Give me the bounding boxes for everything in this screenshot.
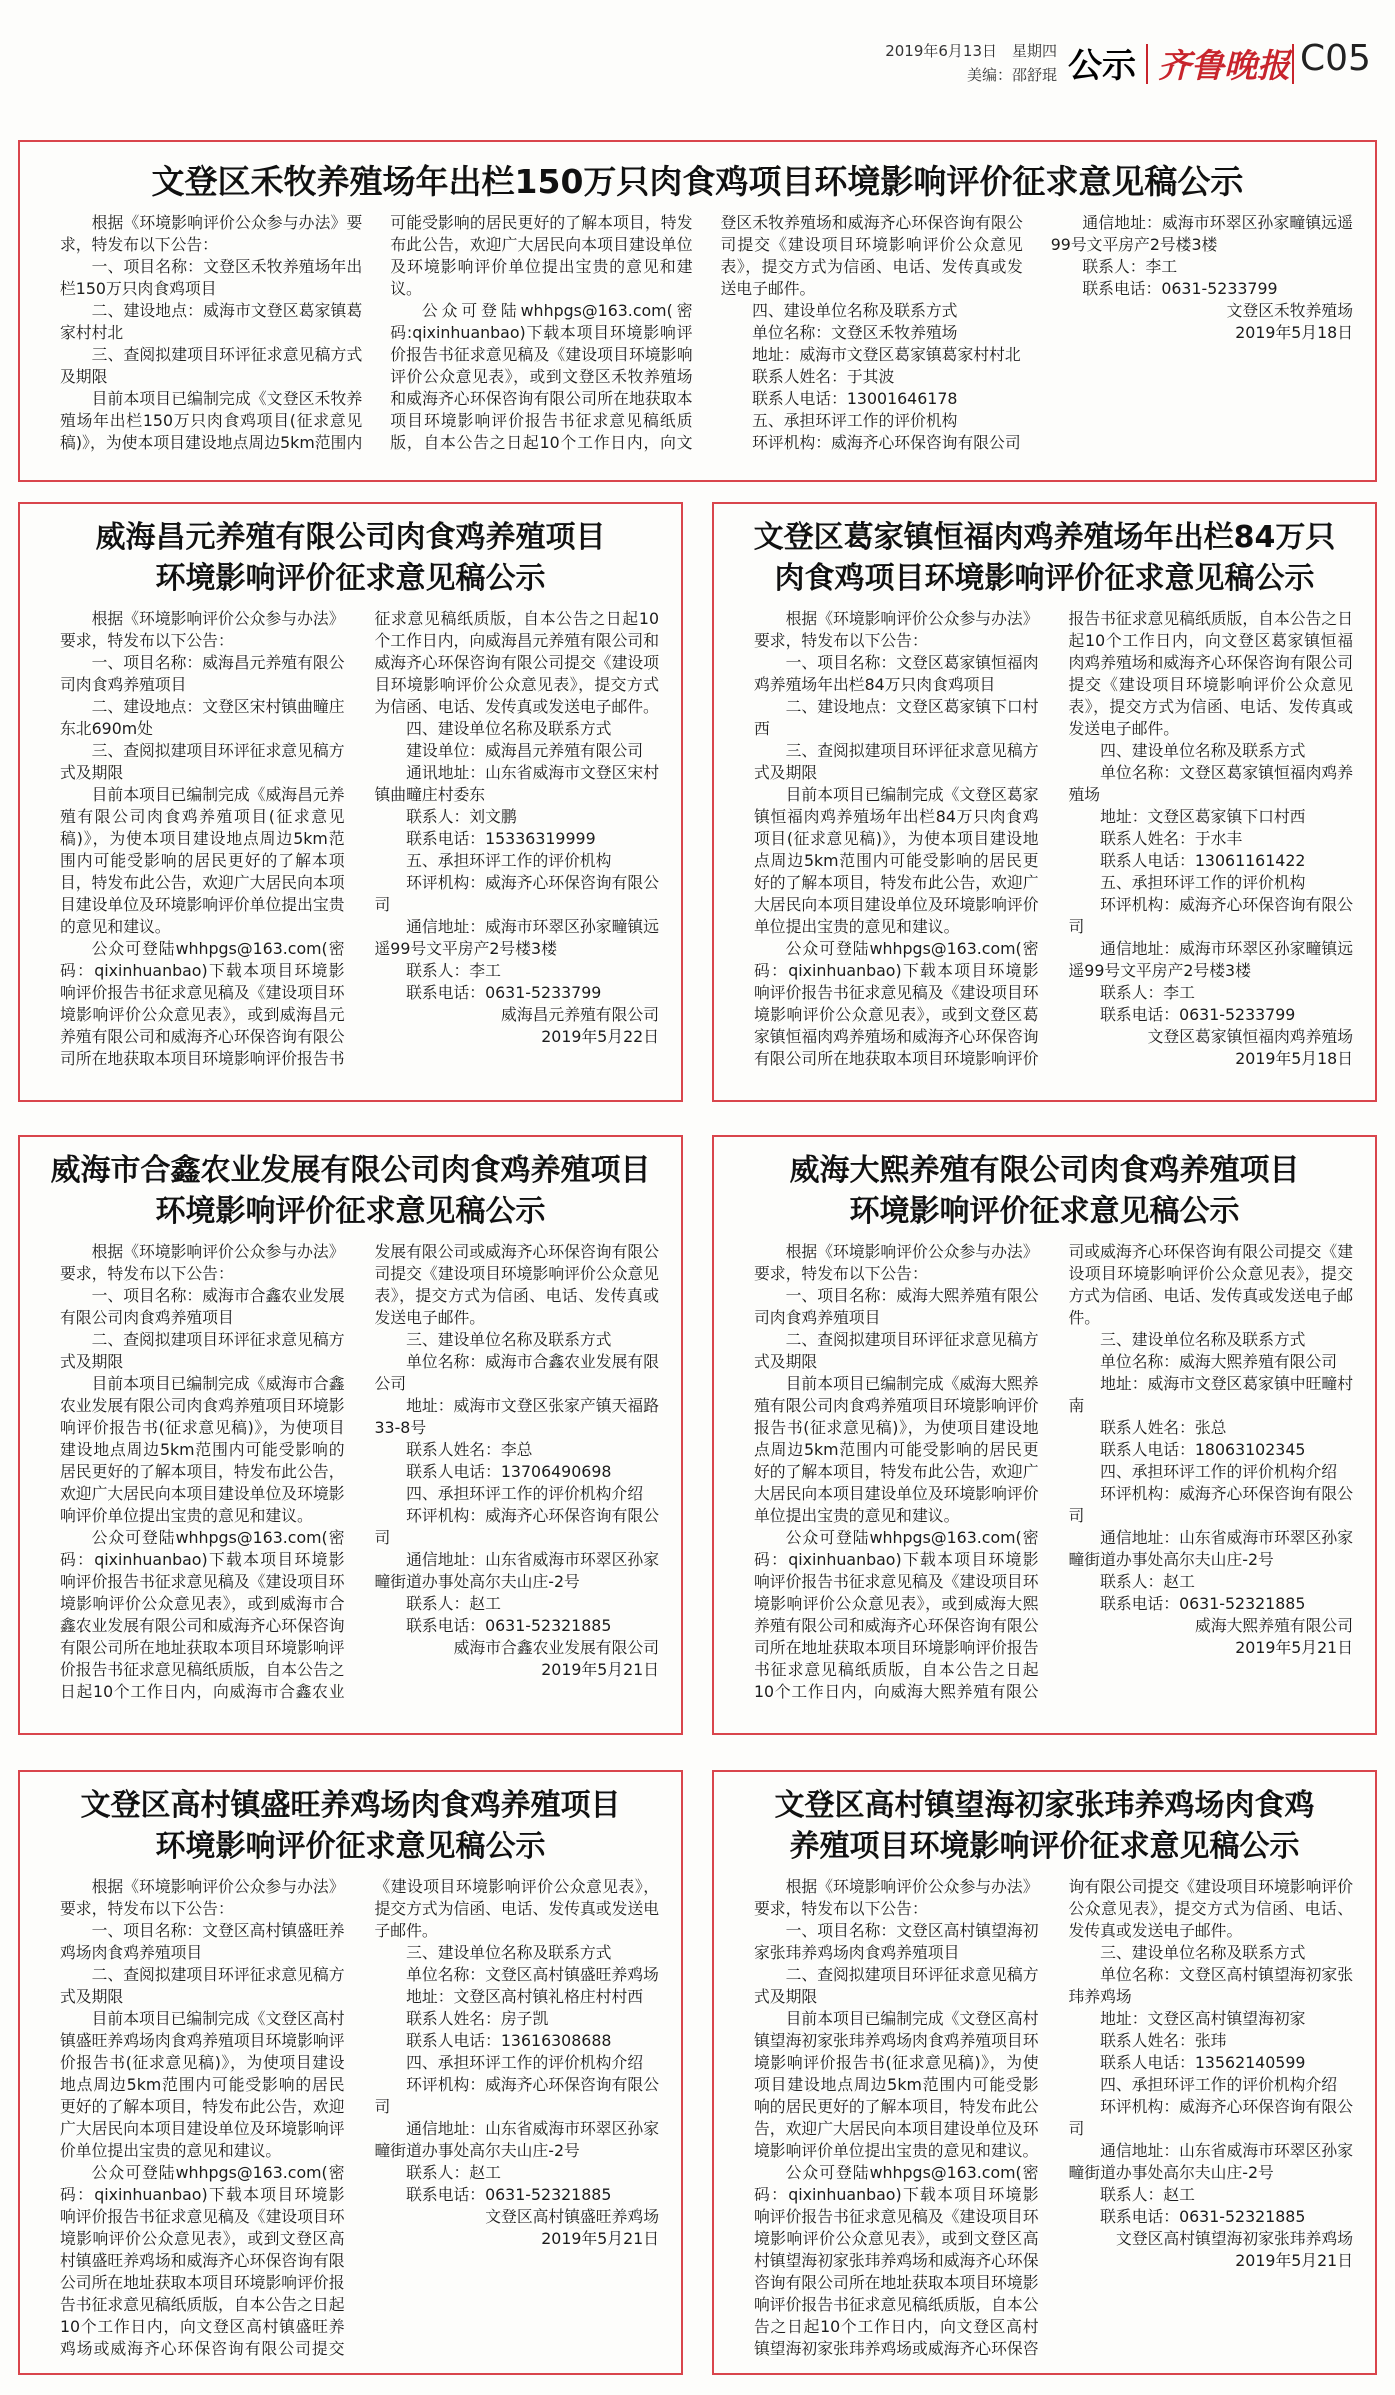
notice-paragraph: 联系人：赵工 — [406, 1594, 501, 1613]
notice-title-line: 环境影响评价征求意见稿公示 — [155, 560, 546, 596]
notice-title — [714, 504, 1375, 605]
header-divider — [1146, 44, 1148, 84]
notice-paragraph: 通信地址：山东省威海市环翠区孙家疃街道办事处高尔夫山庄-2号 — [374, 2119, 659, 2160]
notice-paragraph: 联系电话：0631-5233799 — [406, 983, 602, 1002]
notice-signature: 文登区葛家镇恒福肉鸡养殖场 — [1147, 1027, 1353, 1046]
notice-paragraph: 四、承担环评工作的评价机构介绍 — [406, 1484, 644, 1503]
notice-paragraph: 二、查阅拟建项目环评征求意见稿方式及期限 — [60, 1965, 345, 2006]
notice-paragraph: 一、项目名称：威海大熙养殖有限公司肉食鸡养殖项目 — [754, 1286, 1039, 1327]
notice-paragraph: 二、查阅拟建项目环评征求意见稿方式及期限 — [754, 1965, 1039, 2006]
notice-3 — [18, 1135, 683, 1735]
notice-paragraph: 环评机构：威海齐心环保咨询有限公司 — [374, 2075, 659, 2116]
notice-body — [60, 1876, 659, 2363]
notice-paragraph: 联系人电话：13061161422 — [1100, 851, 1306, 870]
notice-6 — [712, 1770, 1377, 2375]
notice-paragraph: 二、建设地点：文登区宋村镇曲疃庄东北690m处 — [60, 697, 345, 738]
notice-paragraph: 联系人：赵工 — [1100, 2185, 1195, 2204]
notice-date: 2019年5月18日 — [1235, 1049, 1353, 1068]
notice-paragraph: 通信地址：威海市环翠区孙家疃镇远遥99号文平房产2号楼3楼 — [1050, 213, 1353, 254]
notice-paragraph: 联系人电话：18063102345 — [1100, 1440, 1306, 1459]
notice-paragraph: 联系人姓名：房子凯 — [406, 2009, 549, 2028]
notice-paragraph: 通信地址：山东省威海市环翠区孙家疃街道办事处高尔夫山庄-2号 — [374, 1550, 659, 1591]
notice-date: 2019年5月21日 — [1235, 1638, 1353, 1657]
notice-paragraph: 目前本项目已编制完成《威海昌元养殖有限公司肉食鸡养殖项目(征求意见稿)》，为使本项目建设地点周边5km范围内可能受影响的居民更好的了解本项目，特发布此公告，欢迎广大居民向本项目建设单位及环境影响评价单位提出宝贵的意见和建议。 — [60, 785, 345, 936]
notice-1 — [18, 502, 683, 1102]
editor-credit: 美编：邵舒琨 — [966, 66, 1057, 84]
notice-body — [60, 212, 1353, 470]
notice-title — [20, 142, 1375, 215]
notice-paragraph: 四、建设单位名称及联系方式 — [406, 719, 612, 738]
notice-title-line: 环境影响评价征求意见稿公示 — [155, 1193, 546, 1229]
notice-paragraph: 联系人姓名：张玮 — [1100, 2031, 1227, 2050]
notice-paragraph: 联系人：刘文鹏 — [406, 807, 517, 826]
notice-paragraph: 三、建设单位名称及联系方式 — [1100, 1943, 1306, 1962]
notice-paragraph: 通信地址：威海市环翠区孙家疃镇远遥99号文平房产2号楼3楼 — [1068, 939, 1353, 980]
notice-paragraph: 单位名称：文登区葛家镇恒福肉鸡养殖场 — [1068, 763, 1353, 804]
notice-paragraph: 环评机构：威海齐心环保咨询有限公司 — [1068, 1484, 1353, 1525]
notice-body — [754, 1876, 1353, 2363]
notice-paragraph: 四、承担环评工作的评价机构介绍 — [1100, 2075, 1338, 2094]
notice-paragraph: 环评机构：威海齐心环保咨询有限公司 — [1068, 2097, 1353, 2138]
notice-paragraph: 联系人电话：13616308688 — [406, 2031, 612, 2050]
notice-paragraph: 一、项目名称：文登区葛家镇恒福肉鸡养殖场年出栏84万只肉食鸡项目 — [754, 653, 1039, 694]
notice-4 — [712, 1135, 1377, 1735]
notice-5 — [18, 1770, 683, 2375]
notice-paragraph: 通信地址：山东省威海市环翠区孙家疃街道办事处高尔夫山庄-2号 — [1068, 2141, 1353, 2182]
notice-paragraph: 目前本项目已编制完成《文登区高村镇望海初家张玮养鸡场肉食鸡养殖项目环境影响评价报告书(征求意见稿)》，为使项目建设地点周边5km范围内可能受影响的居民更好的了解本项目，特发布此公告，欢迎广大居民向本项目建设单位及环境影响评价单位提出宝贵的意见和建议。 — [754, 2009, 1039, 2160]
notice-paragraph: 目前本项目已编制完成《文登区禾牧养殖场年出栏150万只肉食鸡项目(征求意见稿)》，为使本项目建设地点周边5km范围内可能受影响的居民更好的了解本项目，特发布此公告，欢迎广大居民向本项目建设单位及环境影响评价单位提出宝贵的意见和建议。 — [60, 213, 693, 452]
notice-paragraph: 建设单位：威海昌元养殖有限公司 — [406, 741, 644, 760]
notice-paragraph: 联系电话：0631-52321885 — [406, 1616, 612, 1635]
notice-paragraph: 一、项目名称：文登区禾牧养殖场年出栏150万只肉食鸡项目 — [60, 257, 363, 298]
notice-title-line: 文登区高村镇望海初家张玮养鸡场肉食鸡 — [774, 1788, 1315, 1823]
notice-paragraph: 根据《环境影响评价公众参与办法》要求，特发布以下公告： — [60, 213, 363, 254]
notice-paragraph: 根据《环境影响评价公众参与办法》要求，特发布以下公告： — [60, 1877, 345, 1918]
notice-paragraph: 联系电话：0631-52321885 — [1100, 1594, 1306, 1613]
notice-paragraph: 四、建设单位名称及联系方式 — [1100, 741, 1306, 760]
notice-paragraph: 根据《环境影响评价公众参与办法》要求，特发布以下公告： — [754, 1877, 1039, 1918]
notice-signature: 文登区禾牧养殖场 — [1226, 301, 1353, 320]
notice-paragraph: 五、承担环评工作的评价机构 — [752, 411, 958, 430]
notice-paragraph: 根据《环境影响评价公众参与办法》要求，特发布以下公告： — [754, 1242, 1039, 1283]
notice-paragraph: 联系人姓名：于其波 — [752, 367, 895, 386]
notice-title-line: 养殖项目环境影响评价征求意见稿公示 — [789, 1828, 1300, 1864]
notice-0 — [18, 140, 1377, 482]
notice-paragraph: 单位名称：威海市合鑫农业发展有限公司 — [374, 1352, 659, 1393]
notice-paragraph: 通信地址：山东省威海市环翠区孙家疃街道办事处高尔夫山庄-2号 — [1068, 1528, 1353, 1569]
notice-paragraph: 单位名称：文登区高村镇望海初家张玮养鸡场 — [1068, 1965, 1353, 2006]
notice-title-line: 肉食鸡项目环境影响评价征求意见稿公示 — [774, 560, 1315, 596]
notice-paragraph: 环评机构：威海齐心环保咨询有限公司 — [752, 433, 1021, 452]
notice-signature: 威海大熙养殖有限公司 — [1195, 1616, 1353, 1635]
notice-paragraph: 二、建设地点：文登区葛家镇下口村西 — [754, 697, 1039, 738]
notice-paragraph: 地址：威海市文登区葛家镇中旺疃村南 — [1068, 1374, 1353, 1415]
notice-paragraph: 公众可登陆whhpgs@163.com(密码：qixinhuanbao)下载本项目环境影响评价报告书征求意见稿及《建设项目环境影响评价公众意见表》，或到文登区高村镇盛旺养鸡场和威海齐心环保咨询有限公司所在地址获取本项目环境影响评价报告书征求意见稿纸质版，自本公告之日起10个工作日内，向文登区高村镇盛旺养鸡场或威海齐心环保咨询有限公司提交《建设项目环境影响评价公众意见表》，提交方式为信函、电话、发传真或发送电子邮件。 — [60, 1877, 659, 2358]
section-name: 公示 — [1068, 46, 1136, 86]
notice-paragraph: 联系人：赵工 — [406, 2163, 501, 2182]
notice-paragraph: 三、查阅拟建项目环评征求意见稿方式及期限 — [60, 345, 363, 386]
notice-paragraph: 一、项目名称：威海昌元养殖有限公司肉食鸡养殖项目 — [60, 653, 345, 694]
notice-paragraph: 根据《环境影响评价公众参与办法》要求，特发布以下公告： — [754, 609, 1039, 650]
notice-title-line: 环境影响评价征求意见稿公示 — [849, 1193, 1240, 1229]
notice-paragraph: 联系人：赵工 — [1100, 1572, 1195, 1591]
newspaper-logo: 齐鲁晚报 — [1158, 46, 1290, 85]
notice-paragraph: 通讯地址：山东省威海市文登区宋村镇曲疃庄村委东 — [374, 763, 659, 804]
notice-body — [754, 608, 1353, 1090]
notice-paragraph: 地址：威海市文登区葛家镇葛家村村北 — [752, 345, 1021, 364]
notice-paragraph: 联系人：李工 — [406, 961, 501, 980]
notice-title — [714, 1137, 1375, 1238]
page-number: C05 — [1300, 38, 1371, 79]
notice-paragraph: 地址：威海市文登区张家产镇天福路33-8号 — [374, 1396, 659, 1437]
notice-paragraph: 二、查阅拟建项目环评征求意见稿方式及期限 — [754, 1330, 1039, 1371]
notice-paragraph: 地址：文登区葛家镇下口村西 — [1100, 807, 1306, 826]
notice-paragraph: 三、建设单位名称及联系方式 — [406, 1330, 612, 1349]
notice-paragraph: 公众可登陆whhpgs@163.com(密码：qixinhuanbao)下载本项目环境影响评价报告书征求意见稿及《建设项目环境影响评价公众意见表》，或到威海昌元养殖有限公司和威海齐心环保咨询有限公司所在地获取本项目环境影响评价报告书征求意见稿纸质版，自本公告之日起10个工作日内，向威海昌元养殖有限公司和威海齐心环保咨询有限公司提交《建设项目环境影响评价公众意见表》，提交方式为信函、电话、发传真或发送电子邮件。 — [60, 609, 659, 1068]
notice-paragraph: 目前本项目已编制完成《文登区高村镇盛旺养鸡场肉食鸡养殖项目环境影响评价报告书(征求意见稿)》，为使项目建设地点周边5km范围内可能受影响的居民更好的了解本项目，特发布此公告，欢迎广大居民向本项目建设单位及环境影响评价单位提出宝贵的意见和建议。 — [60, 2009, 345, 2160]
notice-paragraph: 三、查阅拟建项目环评征求意见稿方式及期限 — [754, 741, 1039, 782]
notice-date: 2019年5月22日 — [541, 1027, 659, 1046]
page-header — [0, 0, 1395, 110]
notice-paragraph: 三、查阅拟建项目环评征求意见稿方式及期限 — [60, 741, 345, 782]
notice-paragraph: 单位名称：文登区高村镇盛旺养鸡场 — [406, 1965, 659, 1984]
notice-paragraph: 根据《环境影响评价公众参与办法》要求，特发布以下公告： — [60, 609, 345, 650]
notice-2 — [712, 502, 1377, 1102]
notice-paragraph: 环评机构：威海齐心环保咨询有限公司 — [374, 1506, 659, 1547]
notice-signature: 威海市合鑫农业发展有限公司 — [453, 1638, 659, 1657]
notice-paragraph: 联系人电话：13001646178 — [752, 389, 958, 408]
notice-paragraph: 环评机构：威海齐心环保咨询有限公司 — [374, 873, 659, 914]
notice-paragraph: 二、查阅拟建项目环评征求意见稿方式及期限 — [60, 1330, 345, 1371]
notice-paragraph: 地址：文登区高村镇望海初家 — [1100, 2009, 1306, 2028]
notice-paragraph: 一、项目名称：威海市合鑫农业发展有限公司肉食鸡养殖项目 — [60, 1286, 345, 1327]
notice-paragraph: 联系人姓名：张总 — [1100, 1418, 1227, 1437]
notice-title — [714, 1772, 1375, 1873]
notice-paragraph: 公众可登陆whhpgs@163.com(密码:qixinhuanbao)下载本项目环境影响评价报告书征求意见稿及《建设项目环境影响评价公众意见表》，或到文登区禾牧养殖场和威海齐心环保咨询有限公司所在地获取本项目环境影响评价报告书征求意见稿纸质版，自本公告之日起10个工作日内，向文登区禾牧养殖场和威海齐心环保咨询有限公司提交《建设项目环境影响评价公众意见表》，提交方式为信函、电话、发传真或发送电子邮件。 — [390, 213, 1023, 452]
notice-signature: 文登区高村镇盛旺养鸡场 — [485, 2207, 659, 2226]
notice-title-line: 文登区葛家镇恒福肉鸡养殖场年出栏84万只 — [753, 520, 1336, 555]
notice-paragraph: 联系电话：0631-52321885 — [406, 2185, 612, 2204]
notice-paragraph: 三、建设单位名称及联系方式 — [406, 1943, 612, 1962]
notice-paragraph: 目前本项目已编制完成《文登区葛家镇恒福肉鸡养殖场年出栏84万只肉食鸡项目(征求意见稿)》，为使本项目建设地点周边5km范围内可能受影响的居民更好的了解本项目，特发布此公告，欢迎广大居民向本项目建设单位及环境影响评价单位提出宝贵的意见和建议。 — [754, 785, 1039, 936]
notice-paragraph: 单位名称：文登区禾牧养殖场 — [752, 323, 958, 342]
notice-title-line: 文登区高村镇盛旺养鸡场肉食鸡养殖项目 — [80, 1788, 621, 1823]
notice-paragraph: 公众可登陆whhpgs@163.com(密码：qixinhuanbao)下载本项目环境影响评价报告书征求意见稿及《建设项目环境影响评价公众意见表》，或到威海大熙养殖有限公司和威海齐心环保咨询有限公司所在地址获取本项目环境影响评价报告书征求意见稿纸质版，自本公告之日起10个工作日内，向威海大熙养殖有限公司或威海齐心环保咨询有限公司提交《建设项目环境影响评价公众意见表》，提交方式为信函、电话、发传真或发送电子邮件。 — [754, 1242, 1353, 1701]
notice-paragraph: 四、承担环评工作的评价机构介绍 — [406, 2053, 644, 2072]
notice-title-line: 威海市合鑫农业发展有限公司肉食鸡养殖项目 — [50, 1153, 651, 1188]
notice-paragraph: 四、建设单位名称及联系方式 — [752, 301, 958, 320]
notice-title-line: 文登区禾牧养殖场年出栏150万只肉食鸡项目环境影响评价征求意见稿公示 — [151, 162, 1244, 201]
notice-paragraph: 环评机构：威海齐心环保咨询有限公司 — [1068, 895, 1353, 936]
notice-title — [20, 1772, 681, 1873]
notice-paragraph: 根据《环境影响评价公众参与办法》要求，特发布以下公告： — [60, 1242, 345, 1283]
notice-body — [60, 608, 659, 1090]
notice-paragraph: 联系人：李工 — [1082, 257, 1178, 276]
notice-paragraph: 联系电话：0631-5233799 — [1082, 279, 1278, 298]
notice-paragraph: 联系电话：0631-5233799 — [1100, 1005, 1296, 1024]
notice-paragraph: 公众可登陆whhpgs@163.com(密码：qixinhuanbao)下载本项目环境影响评价报告书征求意见稿及《建设项目环境影响评价公众意见表》，或到威海市合鑫农业发展有限公司和威海齐心环保咨询有限公司所在地址获取本项目环境影响评价报告书征求意见稿纸质版，自本公告之日起10个工作日内，向威海市合鑫农业发展有限公司或威海齐心环保咨询有限公司提交《建设项目环境影响评价公众意见表》，提交方式为信函、电话、发传真或发送电子邮件。 — [60, 1242, 659, 1701]
notice-paragraph: 五、承担环评工作的评价机构 — [1100, 873, 1306, 892]
notice-paragraph: 联系人：李工 — [1100, 983, 1195, 1002]
notice-signature: 文登区高村镇望海初家张玮养鸡场 — [1116, 2229, 1353, 2248]
notice-paragraph: 单位名称：威海大熙养殖有限公司 — [1100, 1352, 1338, 1371]
notice-date: 2019年5月21日 — [1235, 2251, 1353, 2270]
notice-paragraph: 联系电话：0631-52321885 — [1100, 2207, 1306, 2226]
issue-date: 2019年6月13日 星期四 — [885, 42, 1057, 60]
notice-paragraph: 公众可登陆whhpgs@163.com(密码：qixinhuanbao)下载本项目环境影响评价报告书征求意见稿及《建设项目环境影响评价公众意见表》，或到文登区高村镇望海初家张玮养鸡场和威海齐心环保咨询有限公司所在地址获取本项目环境影响评价报告书征求意见稿纸质版，自本公告之日起10个工作日内，向文登区高村镇望海初家张玮养鸡场或威海齐心环保咨询有限公司提交《建设项目环境影响评价公众意见表》，提交方式为信函、电话、发传真或发送电子邮件。 — [754, 1877, 1353, 2358]
notice-date: 2019年5月21日 — [541, 2229, 659, 2248]
notice-body — [60, 1241, 659, 1723]
notice-paragraph: 联系人姓名：李总 — [406, 1440, 533, 1459]
notice-paragraph: 五、承担环评工作的评价机构 — [406, 851, 612, 870]
notice-paragraph: 三、建设单位名称及联系方式 — [1100, 1330, 1306, 1349]
notice-date: 2019年5月21日 — [541, 1660, 659, 1679]
notice-paragraph: 一、项目名称：文登区高村镇盛旺养鸡场肉食鸡养殖项目 — [60, 1921, 345, 1962]
notice-paragraph: 联系人电话：13706490698 — [406, 1462, 612, 1481]
notice-title-line: 威海大熙养殖有限公司肉食鸡养殖项目 — [789, 1153, 1300, 1188]
notice-paragraph: 二、建设地点：威海市文登区葛家镇葛家村村北 — [60, 301, 363, 342]
notice-signature: 威海昌元养殖有限公司 — [501, 1005, 659, 1024]
notice-body — [754, 1241, 1353, 1723]
notice-paragraph: 联系人电话：13562140599 — [1100, 2053, 1306, 2072]
notice-paragraph: 联系电话：15336319999 — [406, 829, 596, 848]
notice-title — [20, 1137, 681, 1238]
notice-paragraph: 联系人姓名：于水丰 — [1100, 829, 1243, 848]
notice-paragraph: 公众可登陆whhpgs@163.com(密码：qixinhuanbao)下载本项目环境影响评价报告书征求意见稿及《建设项目环境影响评价公众意见表》，或到文登区葛家镇恒福肉鸡养殖场和威海齐心环保咨询有限公司所在地获取本项目环境影响评价报告书征求意见稿纸质版，自本公告之日起10个工作日内，向文登区葛家镇恒福肉鸡养殖场和威海齐心环保咨询有限公司提交《建设项目环境影响评价公众意见表》，提交方式为信函、电话、发传真或发送电子邮件。 — [754, 609, 1353, 1068]
notice-title-line: 威海昌元养殖有限公司肉食鸡养殖项目 — [95, 520, 606, 555]
notice-paragraph: 四、承担环评工作的评价机构介绍 — [1100, 1462, 1338, 1481]
notice-paragraph: 目前本项目已编制完成《威海市合鑫农业发展有限公司肉食鸡养殖项目环境影响评价报告书(征求意见稿)》，为使项目建设地点周边5km范围内可能受影响的居民更好的了解本项目，特发布此公告，欢迎广大居民向本项目建设单位及环境影响评价单位提出宝贵的意见和建议。 — [60, 1374, 345, 1525]
notice-paragraph: 地址：文登区高村镇礼格庄村村西 — [406, 1987, 644, 2006]
notice-paragraph: 一、项目名称：文登区高村镇望海初家张玮养鸡场肉食鸡养殖项目 — [754, 1921, 1039, 1962]
notice-paragraph: 目前本项目已编制完成《威海大熙养殖有限公司肉食鸡养殖项目环境影响评价报告书(征求意见稿)》，为使项目建设地点周边5km范围内可能受影响的居民更好的了解本项目，特发布此公告，欢迎广大居民向本项目建设单位及环境影响评价单位提出宝贵的意见和建议。 — [754, 1374, 1039, 1525]
notice-title — [20, 504, 681, 605]
notice-date: 2019年5月18日 — [1235, 323, 1353, 342]
notice-paragraph: 通信地址：威海市环翠区孙家疃镇远遥99号文平房产2号楼3楼 — [374, 917, 659, 958]
notice-title-line: 环境影响评价征求意见稿公示 — [155, 1828, 546, 1864]
header-divider — [1292, 44, 1294, 84]
